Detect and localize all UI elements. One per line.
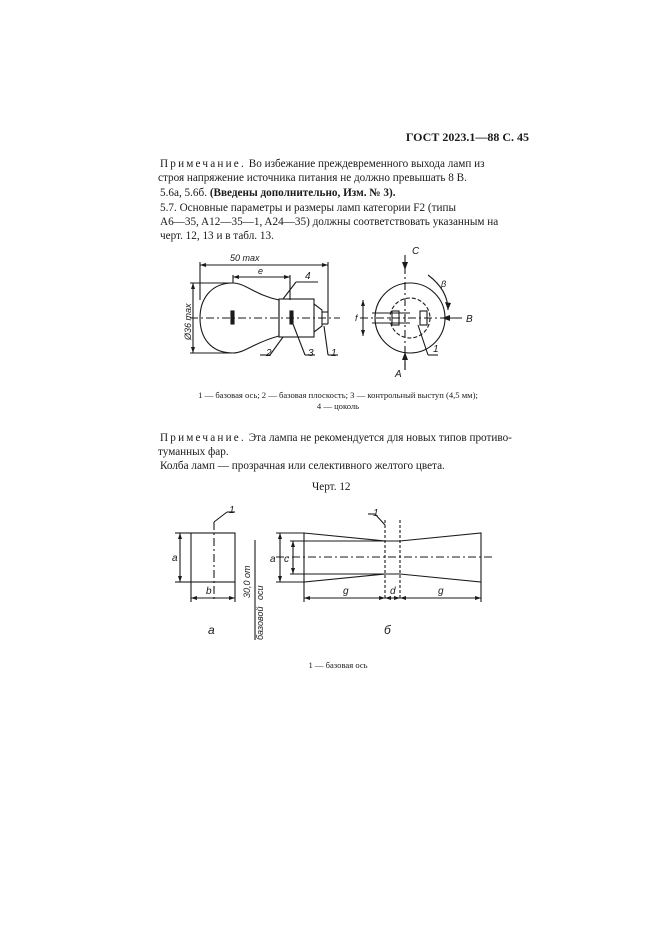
dim-g-left: g (343, 586, 349, 597)
dim-a-right: a (270, 554, 276, 565)
angle-b: β (441, 279, 447, 289)
dim-d36max: Ø36 max (183, 303, 193, 340)
dim-a-left: a (172, 553, 178, 564)
dim-d: d (390, 586, 396, 597)
callout-3: 3 (308, 348, 314, 359)
figure-title: Черт. 12 (312, 481, 351, 493)
axis-b: B (466, 314, 473, 325)
note-2-bulb: Колба ламп — прозрачная или селективного желтого цвета. (160, 460, 445, 472)
dim-e: e (258, 266, 264, 276)
item-5-7-line1: 5.7. Основные параметры и размеры ламп категории F2 (типы (160, 202, 456, 214)
base-square (191, 533, 235, 582)
item-5-7-line2: A6—35, A12—35—1, A24—35) должны соответствовать указанным на (160, 216, 499, 228)
item-5-6-number: 5.6а, 5.6б. (160, 187, 208, 199)
note-2-line1: Эта лампа не рекомендуется для новых типов противо- (248, 432, 512, 444)
label-b: б (384, 623, 391, 637)
dim-50max: 50 max (230, 253, 260, 263)
axis-c: C (412, 246, 420, 257)
note-1-label: Примечание. (160, 158, 246, 170)
note-2-label: Примечание. (160, 432, 246, 444)
callout-4: 4 (305, 271, 311, 282)
figure-bottom-caption: 1 — базовая ось (308, 660, 368, 670)
figure-12-caption-line1: 1 — базовая ось; 2 — базовая плоскость; 3 — контрольный выступ (4,5 мм); (198, 390, 478, 400)
note-2-line2: туманных фар. (158, 446, 229, 458)
figure-12-caption-line2: 4 — цоколь (316, 401, 360, 411)
page-header: ГОСТ 2023.1—88 С. 45 (405, 130, 529, 144)
callout-2: 2 (266, 348, 272, 359)
note-1-line1: Во избежание преждевременного выхода ламп из (248, 158, 485, 170)
dim-f: f (355, 313, 358, 323)
dim-b: b (206, 586, 212, 597)
callout-1: 1 (331, 348, 337, 359)
dim-axis-line2: оси (255, 585, 265, 600)
dim-axis-line1: базовой (255, 606, 265, 640)
callout-1-right: 1 (373, 508, 379, 519)
dim-30: 30,0 от (242, 565, 252, 598)
label-a: а (208, 623, 215, 637)
callout-1-left: 1 (229, 505, 235, 516)
item-5-6-text: (Введены дополнительно, Изм. № 3). (209, 187, 396, 199)
dim-g-right: g (438, 586, 444, 597)
callout-1b: 1 (433, 344, 439, 355)
note-1-line2: строя напряжение источника питания не должно превышать 8 В. (158, 172, 467, 184)
item-5-7-line3: черт. 12, 13 и в табл. 13. (160, 230, 274, 242)
dim-c: c (284, 554, 289, 565)
axis-a: A (395, 369, 402, 380)
